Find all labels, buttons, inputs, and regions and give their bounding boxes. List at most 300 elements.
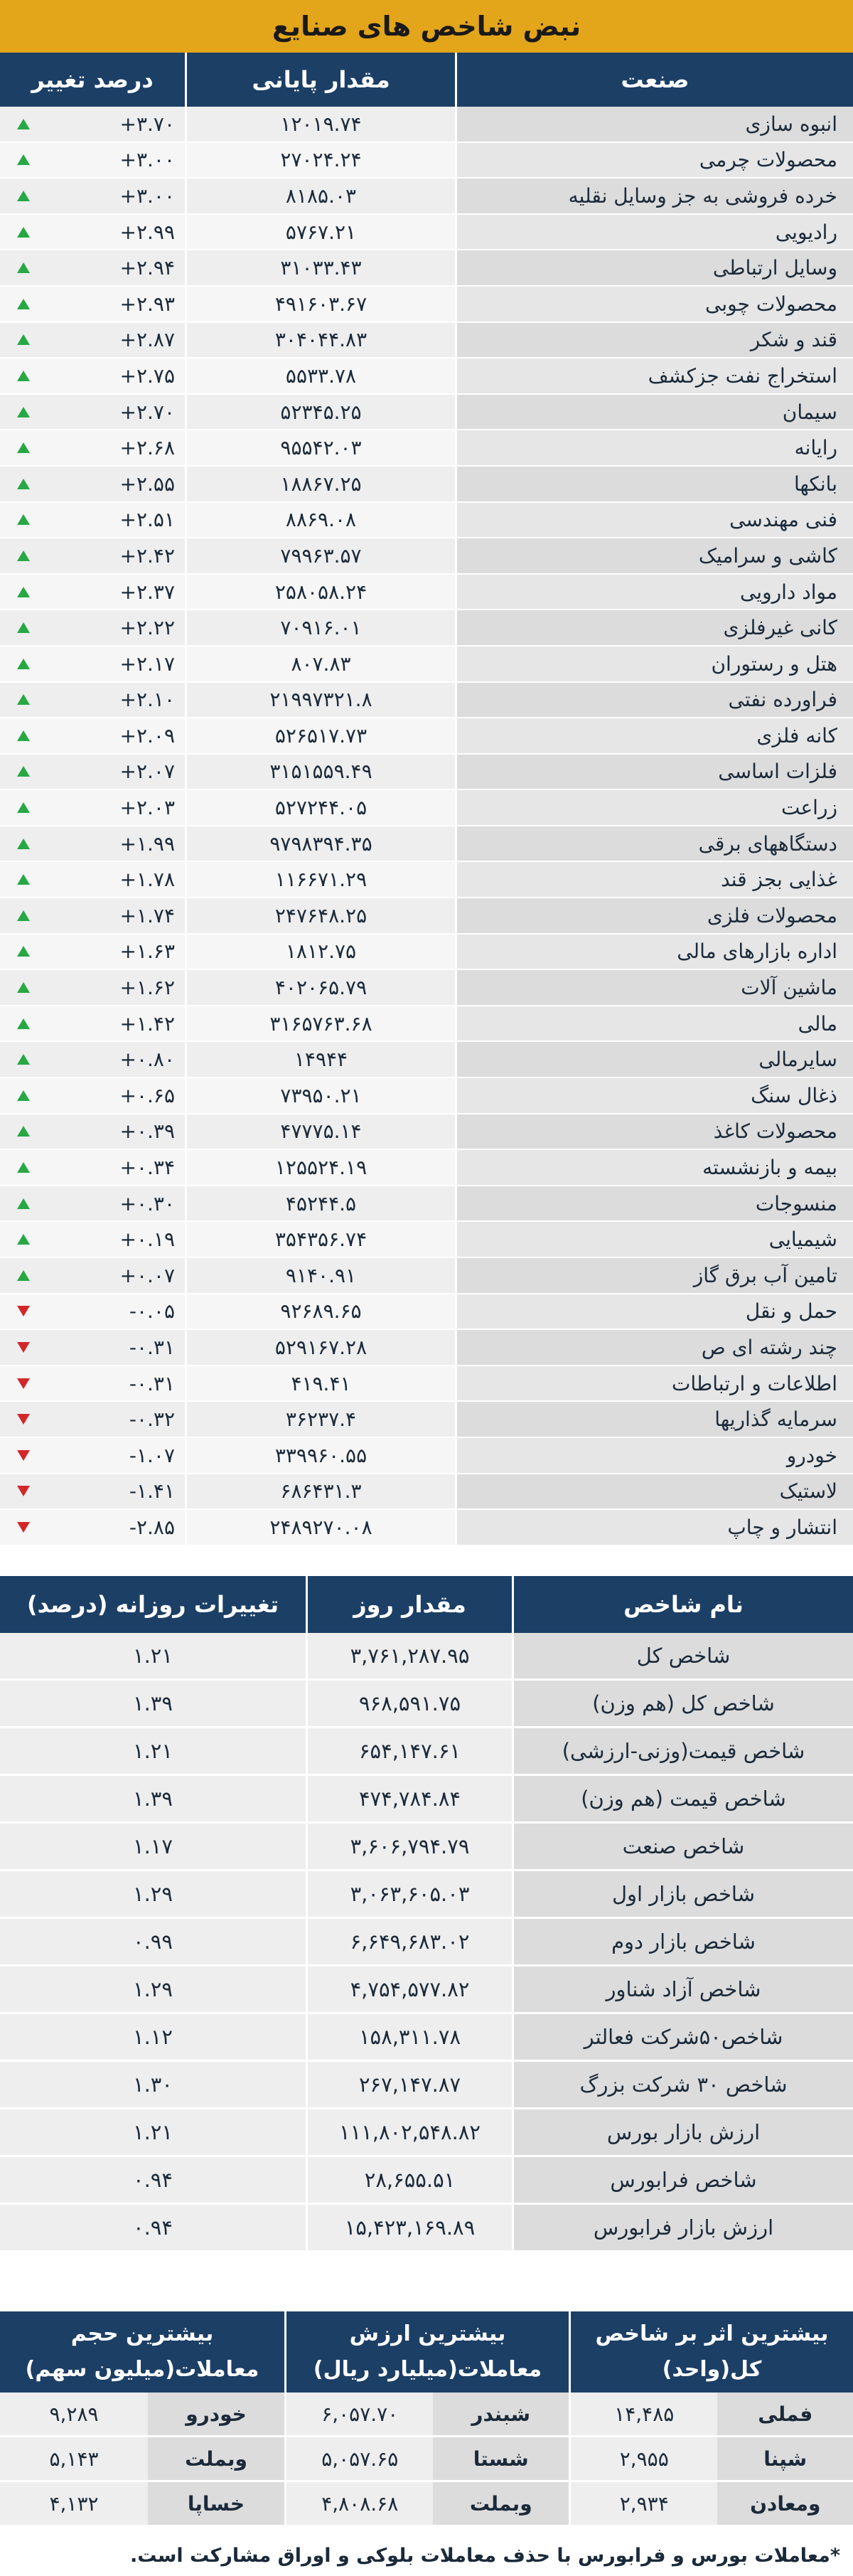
arrow-up-icon bbox=[17, 1018, 30, 1029]
final-value: ۱۸۸۶۷.۲۵ bbox=[185, 467, 455, 501]
table-row bbox=[0, 395, 853, 431]
table-row bbox=[0, 1681, 853, 1728]
table-row bbox=[0, 287, 853, 323]
day-value: ۱۵,۴۲۳,۱۶۹.۸۹ bbox=[306, 2205, 512, 2250]
change-percent: -۱.۰۷ bbox=[129, 1443, 175, 1467]
final-value: ۸۸۶۹.۰۸ bbox=[185, 503, 455, 538]
daily-change: ۰.۹۴ bbox=[0, 2157, 306, 2203]
daily-change: ۰.۹۴ bbox=[0, 2205, 306, 2250]
change-cell bbox=[0, 287, 185, 321]
change-cell bbox=[0, 1438, 185, 1473]
table-row bbox=[0, 1966, 853, 2014]
table-row bbox=[0, 215, 853, 251]
change-percent: +۲.۰۳ bbox=[119, 796, 175, 820]
arrow-up-icon bbox=[17, 766, 30, 777]
change-cell bbox=[0, 323, 185, 358]
table-row bbox=[0, 1330, 853, 1366]
change-percent: +۲.۸۷ bbox=[119, 328, 175, 352]
industry-name: مواد دارویی bbox=[455, 575, 853, 610]
day-value: ۳,۷۶۱,۲۸۷.۹۵ bbox=[306, 1633, 512, 1678]
header-daily-change: تغییرات روزانه (درصد) bbox=[0, 1576, 306, 1633]
day-value: ۹۶۸,۵۹۱.۷۵ bbox=[306, 1681, 512, 1726]
industry-name: بیمه و بازنشسته bbox=[455, 1150, 853, 1185]
industry-name: هتل و رستوران bbox=[455, 646, 853, 681]
change-percent: +۲.۱۰ bbox=[119, 688, 175, 712]
index-name: شاخص صنعت bbox=[512, 1824, 853, 1869]
industry-name: بانکها bbox=[455, 467, 853, 501]
table-row bbox=[0, 2205, 853, 2252]
final-value: ۳۱۰۳۳.۴۳ bbox=[185, 250, 455, 285]
arrow-up-icon bbox=[17, 119, 30, 129]
arrow-up-icon bbox=[17, 622, 30, 633]
change-cell bbox=[0, 1402, 185, 1437]
change-percent: -۱.۴۱ bbox=[129, 1479, 175, 1503]
top-volume-cell bbox=[0, 2482, 284, 2525]
industry-name: خودرو bbox=[455, 1438, 853, 1473]
industry-name: سیمان bbox=[455, 395, 853, 430]
arrow-down-icon bbox=[17, 1342, 30, 1353]
final-value: ۷۹۹۶۳.۵۷ bbox=[185, 538, 455, 573]
final-value: ۴۷۷۷۵.۱۴ bbox=[185, 1114, 455, 1149]
change-percent: +۲.۰۷ bbox=[119, 760, 175, 784]
final-value: ۱۸۱۲.۷۵ bbox=[185, 935, 455, 969]
arrow-up-icon bbox=[17, 1126, 30, 1137]
table-row bbox=[0, 826, 853, 863]
daily-change: ۱.۲۱ bbox=[0, 1633, 306, 1678]
change-cell bbox=[0, 1222, 185, 1257]
change-percent: +۱.۴۲ bbox=[119, 1011, 175, 1036]
industry-name: حمل و نقل bbox=[455, 1294, 853, 1329]
industry-name: دستگاههای برقی bbox=[455, 826, 853, 861]
arrow-up-icon bbox=[17, 334, 30, 345]
industry-name: کانه فلزی bbox=[455, 718, 853, 753]
table-row bbox=[0, 1824, 853, 1871]
symbol-name: فملی bbox=[717, 2393, 853, 2435]
final-value: ۲۴۸۹۲۷۰.۰۸ bbox=[185, 1510, 455, 1545]
final-value: ۱۲۰۱۹.۷۴ bbox=[185, 107, 455, 142]
table-row bbox=[0, 503, 853, 539]
arrow-down-icon bbox=[17, 1378, 30, 1389]
arrow-up-icon bbox=[17, 227, 30, 238]
arrow-up-icon bbox=[17, 874, 30, 885]
change-percent: +۲.۷۵ bbox=[119, 363, 175, 388]
arrow-up-icon bbox=[17, 839, 30, 849]
change-cell bbox=[0, 143, 185, 178]
change-percent: -۰.۳۱ bbox=[129, 1371, 175, 1395]
table-row bbox=[0, 1258, 853, 1294]
final-value: ۷۳۹۵۰.۲۱ bbox=[185, 1078, 455, 1113]
change-percent: +۱.۹۹ bbox=[119, 831, 175, 856]
table-row bbox=[0, 1222, 853, 1258]
industry-name: رایانه bbox=[455, 430, 853, 465]
change-cell bbox=[0, 1078, 185, 1113]
table-row bbox=[0, 250, 853, 287]
day-value: ۴۷۴,۷۸۴.۸۴ bbox=[306, 1776, 512, 1821]
indices-header-row bbox=[0, 1576, 853, 1633]
change-percent: +۲.۹۴ bbox=[119, 256, 175, 280]
final-value: ۵۲۷۲۴۴.۰۵ bbox=[185, 790, 455, 825]
indices-rows bbox=[0, 1633, 853, 2252]
change-percent: +۰.۸۰ bbox=[119, 1048, 175, 1072]
table-row bbox=[0, 1474, 853, 1511]
table-row bbox=[0, 1366, 853, 1403]
change-cell bbox=[0, 1474, 185, 1509]
final-value: ۸۰۷.۸۳ bbox=[185, 646, 455, 681]
symbol-value: ۲,۹۵۵ bbox=[571, 2437, 717, 2480]
industry-name: شیمیایی bbox=[455, 1222, 853, 1257]
change-cell bbox=[0, 718, 185, 753]
final-value: ۱۱۶۶۷۱.۲۹ bbox=[185, 862, 455, 897]
final-value: ۹۲۶۸۹.۶۵ bbox=[185, 1294, 455, 1329]
table-row bbox=[0, 683, 853, 719]
change-percent: +۰.۳۹ bbox=[119, 1119, 175, 1144]
arrow-up-icon bbox=[17, 1090, 30, 1101]
top-stocks-rows bbox=[0, 2393, 853, 2527]
final-value: ۹۵۵۴۲.۰۳ bbox=[185, 430, 455, 465]
arrow-up-icon bbox=[17, 371, 30, 381]
daily-change: ۱.۳۹ bbox=[0, 1681, 306, 1726]
symbol-name: خساپا bbox=[148, 2482, 284, 2525]
symbol-value: ۶,۰۵۷.۷۰ bbox=[286, 2393, 433, 2435]
final-value: ۱۲۵۵۲۴.۱۹ bbox=[185, 1150, 455, 1185]
arrow-up-icon bbox=[17, 730, 30, 741]
table-row bbox=[0, 898, 853, 935]
table-row bbox=[0, 718, 853, 755]
table-row bbox=[0, 755, 853, 791]
arrow-up-icon bbox=[17, 694, 30, 705]
day-value: ۱۵۸,۳۱۱.۷۸ bbox=[306, 2014, 512, 2060]
change-cell bbox=[0, 503, 185, 538]
arrow-up-icon bbox=[17, 442, 30, 453]
top-stocks-header-row bbox=[0, 2311, 853, 2393]
table-row bbox=[0, 1042, 853, 1078]
table-row bbox=[0, 2157, 853, 2205]
symbol-value: ۱۴,۴۸۵ bbox=[571, 2393, 717, 2435]
day-value: ۲۸,۶۵۵.۵۱ bbox=[306, 2157, 512, 2203]
industry-name: کانی غیرفلزی bbox=[455, 610, 853, 645]
table-row bbox=[0, 358, 853, 395]
symbol-name: شستا bbox=[433, 2437, 569, 2480]
symbol-value: ۴,۸۰۸.۶۸ bbox=[286, 2482, 433, 2525]
industry-name: ماشین آلات bbox=[455, 970, 853, 1005]
change-percent: +۲.۵۵ bbox=[119, 472, 175, 496]
table-row bbox=[0, 430, 853, 467]
daily-change: ۱.۳۹ bbox=[0, 1776, 306, 1821]
change-cell bbox=[0, 755, 185, 789]
arrow-down-icon bbox=[17, 1522, 30, 1533]
table-row bbox=[0, 610, 853, 646]
industry-name: سرمایه گذاریها bbox=[455, 1402, 853, 1437]
arrow-down-icon bbox=[17, 1450, 30, 1461]
industry-name: زراعت bbox=[455, 790, 853, 825]
industry-name: انتشار و چاپ bbox=[455, 1510, 853, 1545]
final-value: ۹۷۹۸۳۹۴.۳۵ bbox=[185, 826, 455, 861]
arrow-down-icon bbox=[17, 1486, 30, 1496]
change-cell bbox=[0, 395, 185, 430]
top-volume-cell bbox=[0, 2437, 284, 2480]
industry-name: استخراج نفت جزکشف bbox=[455, 358, 853, 393]
change-percent: +۰.۳۴ bbox=[119, 1156, 175, 1180]
change-cell bbox=[0, 970, 185, 1005]
change-cell bbox=[0, 826, 185, 861]
header-top-value: بیشترین ارزش معاملات(میلیارد ریال) bbox=[284, 2311, 569, 2393]
top-value-cell bbox=[284, 2437, 569, 2480]
change-cell bbox=[0, 538, 185, 573]
top-impact-cell bbox=[569, 2437, 853, 2480]
change-cell bbox=[0, 575, 185, 610]
industry-name: ذغال سنگ bbox=[455, 1078, 853, 1113]
change-cell bbox=[0, 430, 185, 465]
industry-name: غذایی بجز قند bbox=[455, 862, 853, 897]
change-percent: +۲.۶۸ bbox=[119, 436, 175, 460]
table-row bbox=[0, 1776, 853, 1824]
change-cell bbox=[0, 1114, 185, 1149]
final-value: ۱۴۹۴۴ bbox=[185, 1042, 455, 1077]
table-row bbox=[0, 1294, 853, 1331]
table-row bbox=[0, 538, 853, 575]
industry-name: محصولات فلزی bbox=[455, 898, 853, 933]
day-value: ۳,۰۶۳,۶۰۵.۰۳ bbox=[306, 1871, 512, 1917]
arrow-up-icon bbox=[17, 802, 30, 813]
arrow-up-icon bbox=[17, 1054, 30, 1065]
change-percent: +۳.۰۰ bbox=[119, 183, 175, 208]
change-percent: -۲.۸۵ bbox=[129, 1515, 175, 1539]
change-percent: +۲.۵۱ bbox=[119, 508, 175, 532]
change-percent: +۰.۶۵ bbox=[119, 1083, 175, 1107]
industry-name: انبوه سازی bbox=[455, 107, 853, 142]
change-cell bbox=[0, 1258, 185, 1293]
industry-name: فلزات اساسی bbox=[455, 755, 853, 789]
industry-name: محصولات چوبی bbox=[455, 287, 853, 321]
arrow-up-icon bbox=[17, 154, 30, 165]
top-impact-cell bbox=[569, 2482, 853, 2525]
index-name: شاخص فرابورس bbox=[512, 2157, 853, 2203]
symbol-name: شپنا bbox=[717, 2437, 853, 2480]
industry-name: رادیویی bbox=[455, 215, 853, 250]
change-cell bbox=[0, 107, 185, 142]
symbol-value: ۹,۲۸۹ bbox=[0, 2393, 148, 2435]
change-percent: +۲.۳۷ bbox=[119, 580, 175, 604]
change-cell bbox=[0, 935, 185, 969]
day-value: ۳,۶۰۶,۷۹۴.۷۹ bbox=[306, 1824, 512, 1869]
table-row bbox=[0, 1402, 853, 1438]
final-value: ۳۰۴۰۴۴.۸۳ bbox=[185, 323, 455, 358]
final-value: ۳۳۹۹۶۰.۵۵ bbox=[185, 1438, 455, 1473]
final-value: ۲۵۸۰۵۸.۲۴ bbox=[185, 575, 455, 610]
final-value: ۲۷۰۲۴.۲۴ bbox=[185, 143, 455, 178]
table-row bbox=[0, 179, 853, 215]
final-value: ۳۶۲۳۷.۴ bbox=[185, 1402, 455, 1437]
symbol-name: وبملت bbox=[148, 2437, 284, 2480]
table-row bbox=[0, 1510, 853, 1546]
final-value: ۷۰۹۱۶.۰۱ bbox=[185, 610, 455, 645]
final-value: ۳۵۴۳۵۶.۷۴ bbox=[185, 1222, 455, 1257]
index-name: ارزش بازار بورس bbox=[512, 2109, 853, 2155]
change-cell bbox=[0, 1294, 185, 1329]
table-row bbox=[0, 1919, 853, 1966]
change-cell bbox=[0, 610, 185, 645]
industry-name: مالی bbox=[455, 1006, 853, 1041]
index-name: شاخص قیمت(وزنی-ارزشی) bbox=[512, 1728, 853, 1774]
footnote: *معاملات بورس و فرابورس با حذف معاملات بلوکی و اوراق مشارکت است. bbox=[129, 2545, 840, 2567]
arrow-up-icon bbox=[17, 659, 30, 669]
change-cell bbox=[0, 1510, 185, 1545]
header-top-volume: بیشترین حجم معاملات(میلیون سهم) bbox=[0, 2311, 284, 2393]
table-row bbox=[0, 790, 853, 826]
table-row bbox=[0, 143, 853, 179]
symbol-name: وبملت bbox=[433, 2482, 569, 2525]
industry-name: فراورده نفتی bbox=[455, 683, 853, 718]
change-percent: +۰.۰۷ bbox=[119, 1263, 175, 1287]
industry-name: خرده فروشی به جز وسایل نقلیه bbox=[455, 179, 853, 213]
arrow-up-icon bbox=[17, 1234, 30, 1245]
change-percent: +۲.۹۹ bbox=[119, 220, 175, 244]
change-cell bbox=[0, 862, 185, 897]
final-value: ۹۱۴۰.۹۱ bbox=[185, 1258, 455, 1293]
table-row bbox=[0, 323, 853, 359]
index-name: ارزش بازار فرابورس bbox=[512, 2205, 853, 2250]
index-name: شاخص آزاد شناور bbox=[512, 1966, 853, 2012]
index-name: شاخص۵۰شرکت فعالتر bbox=[512, 2014, 853, 2060]
arrow-down-icon bbox=[17, 1306, 30, 1316]
arrow-down-icon bbox=[17, 1414, 30, 1425]
arrow-up-icon bbox=[17, 946, 30, 957]
symbol-value: ۵,۱۴۳ bbox=[0, 2437, 148, 2480]
change-percent: +۲.۹۳ bbox=[119, 292, 175, 316]
table-row bbox=[0, 646, 853, 683]
header-industry: صنعت bbox=[455, 53, 853, 107]
table-row bbox=[0, 1633, 853, 1681]
arrow-up-icon bbox=[17, 910, 30, 921]
daily-change: ۰.۹۹ bbox=[0, 1919, 306, 1964]
symbol-name: شبندر bbox=[433, 2393, 569, 2435]
indices-table bbox=[0, 1576, 853, 2252]
table-row bbox=[0, 2062, 853, 2109]
change-cell bbox=[0, 467, 185, 501]
table-row bbox=[0, 935, 853, 971]
change-percent: +۲.۲۲ bbox=[119, 616, 175, 640]
table-row bbox=[0, 1186, 853, 1223]
arrow-up-icon bbox=[17, 407, 30, 417]
day-value: ۶,۶۴۹,۶۸۳.۰۲ bbox=[306, 1919, 512, 1964]
change-percent: +۰.۱۹ bbox=[119, 1228, 175, 1252]
final-value: ۶۸۶۴۳۱.۳ bbox=[185, 1474, 455, 1509]
change-cell bbox=[0, 250, 185, 285]
table-row bbox=[0, 862, 853, 898]
index-name: شاخص کل bbox=[512, 1633, 853, 1678]
index-name: شاخص بازار دوم bbox=[512, 1919, 853, 1964]
top-value-cell bbox=[284, 2393, 569, 2435]
top-stocks-table bbox=[0, 2311, 853, 2527]
arrow-up-icon bbox=[17, 982, 30, 993]
change-cell bbox=[0, 1006, 185, 1041]
top-volume-cell bbox=[0, 2393, 284, 2435]
table-row bbox=[0, 467, 853, 503]
final-value: ۵۷۶۷.۲۱ bbox=[185, 215, 455, 250]
table-row bbox=[0, 2482, 853, 2527]
table-row bbox=[0, 1150, 853, 1186]
change-cell bbox=[0, 215, 185, 250]
arrow-up-icon bbox=[17, 1198, 30, 1209]
final-value: ۳۱۵۱۵۵۹.۴۹ bbox=[185, 755, 455, 789]
change-cell bbox=[0, 1330, 185, 1365]
daily-change: ۱.۲۹ bbox=[0, 1966, 306, 2012]
table-row bbox=[0, 2109, 853, 2157]
change-percent: +۰.۳۰ bbox=[119, 1191, 175, 1215]
change-percent: +۱.۶۳ bbox=[119, 940, 175, 964]
industries-table bbox=[0, 53, 853, 1546]
final-value: ۴۹۱۶۰۳.۶۷ bbox=[185, 287, 455, 321]
day-value: ۴,۷۵۴,۵۷۷.۸۲ bbox=[306, 1966, 512, 2012]
table-row bbox=[0, 107, 853, 143]
table-row bbox=[0, 575, 853, 611]
industry-name: منسوجات bbox=[455, 1186, 853, 1221]
daily-change: ۱.۲۱ bbox=[0, 2109, 306, 2155]
change-cell bbox=[0, 1150, 185, 1185]
industry-name: وسایل ارتباطی bbox=[455, 250, 853, 285]
header-index-name: نام شاخص bbox=[512, 1576, 853, 1633]
table-row bbox=[0, 1728, 853, 1776]
top-impact-cell bbox=[569, 2393, 853, 2435]
symbol-name: خودرو bbox=[148, 2393, 284, 2435]
change-percent: +۳.۰۰ bbox=[119, 148, 175, 172]
change-percent: +۲.۱۷ bbox=[119, 651, 175, 676]
index-name: شاخص ۳۰ شرکت بزرگ bbox=[512, 2062, 853, 2107]
index-name: شاخص کل (هم وزن) bbox=[512, 1681, 853, 1726]
industry-name: قند و شکر bbox=[455, 323, 853, 358]
change-percent: +۱.۷۴ bbox=[119, 903, 175, 927]
change-cell bbox=[0, 683, 185, 718]
index-name: شاخص بازار اول bbox=[512, 1871, 853, 1917]
change-cell bbox=[0, 646, 185, 681]
industry-name: کاشی و سرامیک bbox=[455, 538, 853, 573]
page-title: نبض شاخص های صنایع bbox=[0, 0, 853, 53]
final-value: ۸۱۸۵.۰۳ bbox=[185, 179, 455, 213]
table-row bbox=[0, 1871, 853, 1919]
symbol-value: ۴,۱۳۲ bbox=[0, 2482, 148, 2525]
header-top-impact: بیشترین اثر بر شاخص کل(واحد) bbox=[569, 2311, 853, 2393]
industry-name: اداره بازارهای مالی bbox=[455, 935, 853, 969]
change-percent: +۲.۴۲ bbox=[119, 543, 175, 568]
final-value: ۵۲۹۱۶۷.۲۸ bbox=[185, 1330, 455, 1365]
change-percent: +۱.۷۸ bbox=[119, 868, 175, 892]
change-cell bbox=[0, 790, 185, 825]
arrow-up-icon bbox=[17, 479, 30, 489]
change-percent: +۲.۰۹ bbox=[119, 723, 175, 747]
industry-name: تامین آب برق گاز bbox=[455, 1258, 853, 1293]
table-row bbox=[0, 1114, 853, 1151]
symbol-name: ومعادن bbox=[717, 2482, 853, 2525]
industry-name: چند رشته ای ص bbox=[455, 1330, 853, 1365]
header-change-percent: درصد تغییر bbox=[0, 53, 185, 107]
arrow-up-icon bbox=[17, 191, 30, 201]
table-row bbox=[0, 2393, 853, 2437]
arrow-up-icon bbox=[17, 550, 30, 561]
industry-name: فنی مهندسی bbox=[455, 503, 853, 538]
change-cell bbox=[0, 179, 185, 213]
arrow-up-icon bbox=[17, 514, 30, 525]
final-value: ۴۱۹.۴۱ bbox=[185, 1366, 455, 1401]
industry-name: سایرمالی bbox=[455, 1042, 853, 1077]
change-percent: -۰.۰۵ bbox=[129, 1299, 175, 1324]
change-cell bbox=[0, 358, 185, 393]
arrow-up-icon bbox=[17, 1270, 30, 1281]
arrow-up-icon bbox=[17, 299, 30, 309]
industries-rows bbox=[0, 107, 853, 1546]
top-value-cell bbox=[284, 2482, 569, 2525]
industry-name: اطلاعات و ارتباطات bbox=[455, 1366, 853, 1401]
final-value: ۵۲۶۵۱۷.۷۳ bbox=[185, 718, 455, 753]
